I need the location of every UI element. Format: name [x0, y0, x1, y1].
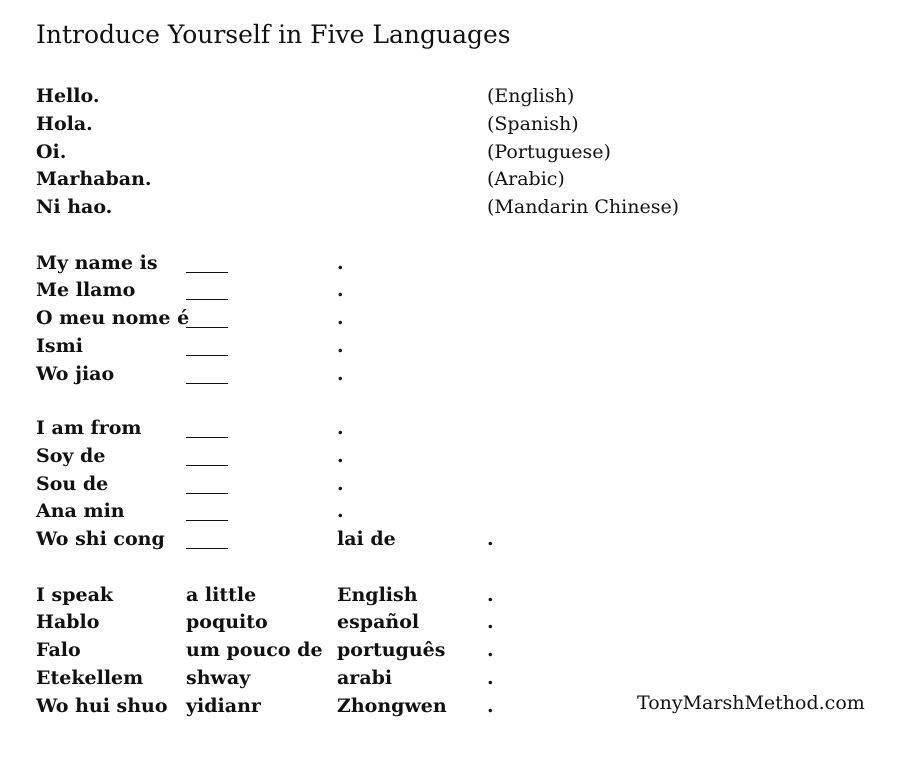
- speak-language: English: [337, 584, 418, 606]
- speak-phrase: Etekellem: [36, 667, 144, 689]
- sentence-end: .: [487, 584, 494, 606]
- sentence-end: .: [487, 695, 494, 717]
- speak-phrase: Hablo: [36, 611, 100, 633]
- sentence-end: .: [337, 500, 344, 522]
- from-suffix: lai de: [337, 528, 396, 550]
- from-phrase: I am from: [36, 417, 142, 439]
- from-phrase: Soy de: [36, 445, 106, 467]
- sentence-end: .: [337, 279, 344, 301]
- blank-line: [186, 249, 228, 277]
- name-phrase: Me llamo: [36, 279, 136, 301]
- blank-line: [186, 414, 228, 442]
- from-row: [0, 414, 918, 442]
- greeting-phrase: Oi.: [36, 141, 67, 163]
- blank-line: [186, 497, 228, 525]
- speak-amount: a little: [186, 584, 257, 606]
- speak-language: arabi: [337, 667, 393, 689]
- from-phrase: Sou de: [36, 473, 109, 495]
- speak-row: [0, 636, 918, 664]
- from-row: [0, 470, 918, 498]
- sentence-end: .: [487, 528, 494, 550]
- from-row: [0, 497, 918, 525]
- name-row: [0, 360, 918, 388]
- name-row: [0, 249, 918, 277]
- speak-amount: yidianr: [186, 695, 261, 717]
- greeting-row: [0, 82, 918, 110]
- greeting-row: [0, 138, 918, 166]
- from-row: [0, 525, 918, 553]
- speak-row: [0, 664, 918, 692]
- blank-line: [186, 470, 228, 498]
- sentence-end: .: [487, 667, 494, 689]
- name-row: [0, 332, 918, 360]
- sentence-end: .: [337, 417, 344, 439]
- speak-amount: poquito: [186, 611, 268, 633]
- sentence-end: .: [337, 307, 344, 329]
- sentence-end: .: [487, 611, 494, 633]
- greeting-row: [0, 110, 918, 138]
- name-row: [0, 276, 918, 304]
- sentence-end: .: [487, 639, 494, 661]
- from-phrase: Wo shi cong: [36, 528, 165, 550]
- sentence-end: .: [337, 252, 344, 274]
- from-phrase: Ana min: [36, 500, 125, 522]
- speak-amount: shway: [186, 667, 251, 689]
- greeting-row: [0, 193, 918, 221]
- speak-phrase: Falo: [36, 639, 81, 661]
- blank-line: [186, 360, 228, 388]
- page-title: Introduce Yourself in Five Languages: [36, 20, 511, 49]
- greeting-language: (Mandarin Chinese): [487, 196, 680, 218]
- blank-line: [186, 442, 228, 470]
- sentence-end: .: [337, 445, 344, 467]
- name-phrase: O meu nome é: [36, 307, 190, 329]
- greeting-language: (Spanish): [487, 113, 579, 135]
- speak-language: español: [337, 611, 420, 633]
- name-phrase: Ismi: [36, 335, 83, 357]
- speak-row: [0, 581, 918, 609]
- footer-website: TonyMarshMethod.com: [637, 692, 865, 714]
- greeting-language: (Arabic): [487, 168, 565, 190]
- greeting-row: [0, 165, 918, 193]
- from-row: [0, 442, 918, 470]
- speak-phrase: I speak: [36, 584, 114, 606]
- blank-line: [186, 332, 228, 360]
- name-phrase: Wo jiao: [36, 363, 115, 385]
- speak-language: Zhongwen: [337, 695, 447, 717]
- name-row: [0, 304, 918, 332]
- speak-amount: um pouco de: [186, 639, 323, 661]
- speak-phrase: Wo hui shuo: [36, 695, 168, 717]
- greeting-language: (English): [487, 85, 575, 107]
- blank-line: [186, 276, 228, 304]
- greeting-phrase: Ni hao.: [36, 196, 113, 218]
- speak-language: português: [337, 639, 446, 661]
- sentence-end: .: [337, 363, 344, 385]
- greeting-phrase: Hello.: [36, 85, 100, 107]
- blank-line: [186, 525, 228, 553]
- sentence-end: .: [337, 335, 344, 357]
- greeting-language: (Portuguese): [487, 141, 611, 163]
- sentence-end: .: [337, 473, 344, 495]
- greeting-phrase: Marhaban.: [36, 168, 152, 190]
- greeting-phrase: Hola.: [36, 113, 93, 135]
- name-phrase: My name is: [36, 252, 158, 274]
- blank-line: [186, 304, 228, 332]
- speak-row: [0, 608, 918, 636]
